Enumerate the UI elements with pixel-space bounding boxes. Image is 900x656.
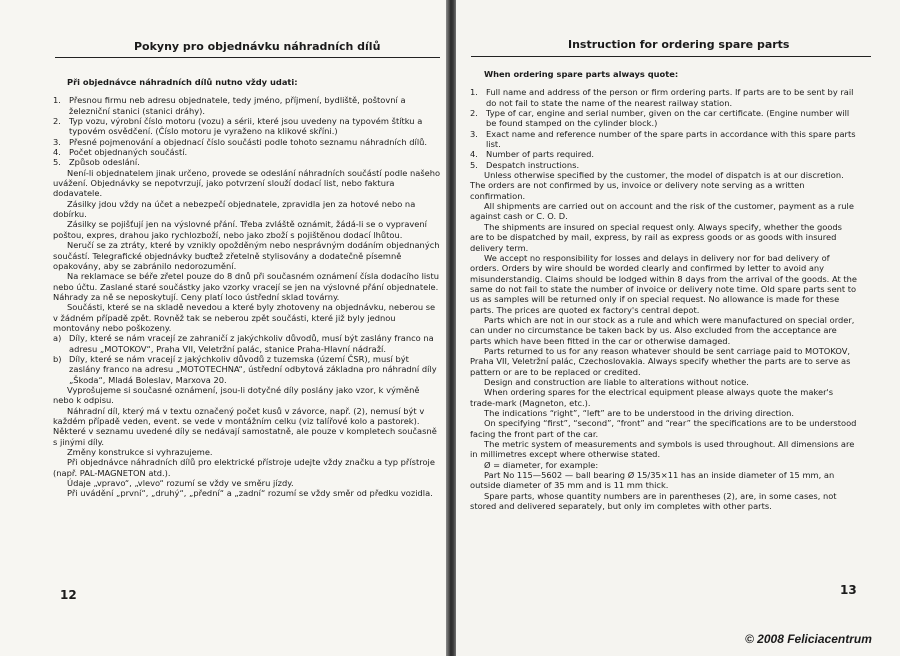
left-list-item-number: 4. <box>53 147 61 158</box>
left-list-item-text: Typ vozu, výrobní číslo motoru (vozu) a sérii, které jsou uvedeny na typovém štítku a typovém osvědčení. (Číslo motoru je vyraženo na klikové skříni.) <box>69 116 423 137</box>
left-sub-item <box>53 333 441 354</box>
left-paragraph: Vyprošujeme si současné oznámení, jsou-li dotyčné díly poslány jako vzor, k výměně nebo k odpisu. <box>53 384 420 406</box>
left-paragraph: Není-li objednatelem jinak určeno, provede se odeslání náhradních součástí podle našeho uvážení. Objednávky se nepotvrzují, jako potvrzení slouží dodací list, nebo faktura dodavatele. <box>53 167 441 199</box>
left-paragraph: Změny konstrukce si vyhrazujeme. <box>67 447 213 458</box>
right-list-item-number: 3. <box>470 128 478 139</box>
left-item-list <box>53 95 441 167</box>
left-paragraph: Při uvádění „první“, „druhý“, „přední“ a „zadní“ rozumí se vždy směr od předku vozidla. <box>67 488 433 499</box>
left-paragraph: Při objednávce náhradních dílů pro elektrické přístroje udejte vždy značku a typ přístroje (např. PAL-MAGNETON atd.). <box>53 457 435 478</box>
right-list-item <box>470 160 858 170</box>
right-page-title: Instruction for ordering spare parts <box>568 38 790 51</box>
right-list-item-text: Despatch instructions. <box>486 159 580 170</box>
right-paragraph: Ø = diameter, for example: <box>484 459 599 470</box>
right-paragraph: The metric system of measurements and symbols is used throughout. All dimensions are in millimetres except where otherwise stated. <box>470 439 855 460</box>
left-list-item-text: Přesné pojmenování a objednací číslo součásti podle tohoto seznamu náhradních dílů. <box>69 136 428 147</box>
right-paragraph: The shipments are insured on special request only. Always specify, whether the goods are to be dispatched by mail, express, by rail as express goods or as goods with insured delivery term. <box>470 221 843 253</box>
left-list-item <box>53 137 441 147</box>
right-list-item <box>470 87 858 108</box>
left-list-item-text: Přesnou firmu neb adresu objednatele, tedy jméno, příjmení, bydliště, poštovní a železniční stanici (stanici dráhy). <box>69 95 406 116</box>
right-paragraph: All shipments are carried out on account and the risk of the customer, payment as a rule against cash or C. O. D. <box>470 201 854 222</box>
right-paragraph: When ordering spares for the electrical equipment please always quote the maker's trade-mark (Magneton, etc.). <box>470 387 834 408</box>
right-paragraph: Part No 115—5602 — ball bearing Ø 15/35×11 has an inside diameter of 15 mm, an outside diameter of 35 mm and is 11 mm thick. <box>470 470 835 491</box>
right-paragraph: Parts which are not in our stock as a rule and which were manufactured on special order, can under no circumstance be taken back by us. Also excluded from the acceptance are parts which have been fitted in the car or otherwise damaged. <box>470 314 855 346</box>
right-list-item-text: Number of parts required. <box>486 149 594 160</box>
right-paragraph: On specifying “first”, “second”, “front” and “rear” the specifications are to be understood facing the front part of the car. <box>470 418 857 439</box>
right-paragraph: Design and construction are liable to alterations without notice. <box>484 376 749 387</box>
right-paragraph: Unless otherwise specified by the customer, the model of dispatch is at our discretion. The orders are not confirmed by us, invoice or delivery note serving as a written confirmation. <box>470 170 844 201</box>
right-list-item <box>470 108 858 129</box>
left-list-item-text: Způsob odeslání. <box>69 157 140 168</box>
left-page-title: Pokyny pro objednávku náhradních dílů <box>134 40 381 53</box>
right-paragraph: Parts returned to us for any reason whatever should be sent carriage paid to MOTOKOV, Praha VII, Veletržní palác, Czechoslovakia. Always specify whether the parts are to serve as pattern or are to be replaced or credited. <box>470 345 851 377</box>
left-sub-item-text: Díly, které se nám vracejí ze zahraničí z jakýchkoliv důvodů, musí být zaslány franco na adresu „MOTOKOV“, Praha VII, Veletržní palác, stanice Praha-Hlavní nádraží. <box>69 333 434 354</box>
left-paragraph: Zásilky se pojišťují jen na výslovné přání. Třeba zvláště oznámit, žádá-li se o vypravení poštou, expres, drahou jako rychlozboží, nebo jako zboží s pojištěnou dodací lhůtou. <box>53 219 427 240</box>
right-body <box>470 69 858 511</box>
right-list-item <box>470 129 858 150</box>
copyright-watermark: © 2008 Feliciacentrum <box>745 632 872 646</box>
right-list-item-number: 4. <box>470 149 478 160</box>
right-intro: When ordering spare parts always quote: <box>484 69 679 79</box>
left-list-item-number: 3. <box>53 136 61 147</box>
left-paragraph: Náhradní díl, který má v textu označený počet kusů v závorce, např. (2), nemusí být v každém případě veden, event. se vede v montážním celku (viz talířové kolo a pastorek). Některé v seznamu uvedené díly se nedávají samostatně, ale pouze v kompletech současně s jinými díly. <box>53 405 437 447</box>
right-list-item-number: 1. <box>470 87 478 98</box>
right-list-item-number: 2. <box>470 108 478 119</box>
right-paragraphs <box>470 170 858 511</box>
left-list-item <box>53 147 441 157</box>
left-body <box>53 77 441 499</box>
left-list-item <box>53 116 441 137</box>
left-paragraph: Údaje „vpravo“, „vlevo“ rozumí se vždy ve směru jízdy. <box>67 478 294 489</box>
left-list-item-text: Počet objednaných součástí. <box>69 147 188 158</box>
left-paragraphs-2 <box>53 385 441 499</box>
left-sub-item-number: b) <box>53 353 62 364</box>
right-list-item-number: 5. <box>470 159 478 170</box>
left-page <box>0 0 448 656</box>
left-list-item <box>53 157 441 167</box>
left-title-rule <box>55 57 440 58</box>
left-paragraph: Zásilky jdou vždy na účet a nebezpečí objednatele, zpravidla jen za hotové nebo na dobírku. <box>53 198 416 220</box>
left-paragraph: Neručí se za ztráty, které by vznikly opožděným nebo nesprávným dodáním objednaných součástí. Telegrafické objednávky buďtež zřetelně stylisovány a dodatečně písemně opakovány, aby se zabránilo nedorozumění. <box>53 240 440 271</box>
left-list-item-number: 5. <box>53 157 61 168</box>
right-item-list <box>470 87 858 170</box>
left-sub-item <box>53 354 441 385</box>
left-paragraph: Na reklamace se béře zřetel pouze do 8 dnů při současném oznámení čísla dodacího listu nebo účtu. Zaslané staré součástky jako vzorky vracejí se jen na výslovné přání objednatele. Náhrady za ně se neposkytují. Ceny platí loco ústřední sklad továrny. <box>53 271 440 302</box>
right-page <box>456 0 900 656</box>
left-paragraphs <box>53 168 441 334</box>
left-sub-items <box>53 333 441 385</box>
right-paragraph: Spare parts, whose quantity numbers are in parentheses (2), are, in some cases, not stored and delivered separately, but only im completes with other parts. <box>470 490 837 512</box>
left-sub-item-number: a) <box>53 333 62 344</box>
right-title-rule <box>471 56 871 57</box>
left-paragraph: Součásti, které se na skladě nevedou a které byly zhotoveny na objednávku, neberou se v žádném případě zpět. Rovněž tak se neberou zpět součásti, které již byly jednou montovány nebo poškozeny. <box>53 302 436 333</box>
right-list-item-text: Exact name and reference number of the spare parts in accordance with this spare parts list. <box>486 128 856 150</box>
right-paragraph: The indications “right”, “left” are to be understood in the driving direction. <box>484 408 795 418</box>
right-list-item-text: Type of car, engine and serial number, given on the car certificate. (Engine number will be found stamped on the cylinder block.) <box>486 108 850 129</box>
left-intro: Při objednávce náhradních dílů nutno vždy udati: <box>67 77 298 87</box>
left-list-item <box>53 95 441 116</box>
left-page-number: 12 <box>60 588 77 602</box>
left-list-item-number: 2. <box>53 116 61 127</box>
right-paragraph: We accept no responsibility for losses and delays in delivery nor for bad delivery of orders. Orders by wire should be worded clearly and confirmed by letter to avoid any misunderstandig. Claims should be lodged within 8 days from the arrival of the goods. At the same do not fail to state the number of invoice or delivery note time. Old spare parts sent to us as samples will be returned only if on special request. No allowance is made for these parts. The prices are quoted ex factory's central depot. <box>470 252 857 315</box>
right-page-number: 13 <box>840 583 857 597</box>
right-list-item-text: Full name and address of the person or firm ordering parts. If parts are to be sent by rail do not fail to state the name of the nearest railway station. <box>486 87 854 108</box>
left-sub-item-text: Díly, které se nám vracejí z jakýchkoliv důvodů z tuzemska (území ČSR), musí být zaslány franco na adresu „MOTOTECHNA“, ústřední odbytová základna pro náhradní díly „Škoda“, Mladá Boleslav, Marxova 20. <box>69 353 437 385</box>
left-list-item-number: 1. <box>53 95 61 106</box>
right-list-item <box>470 149 858 159</box>
